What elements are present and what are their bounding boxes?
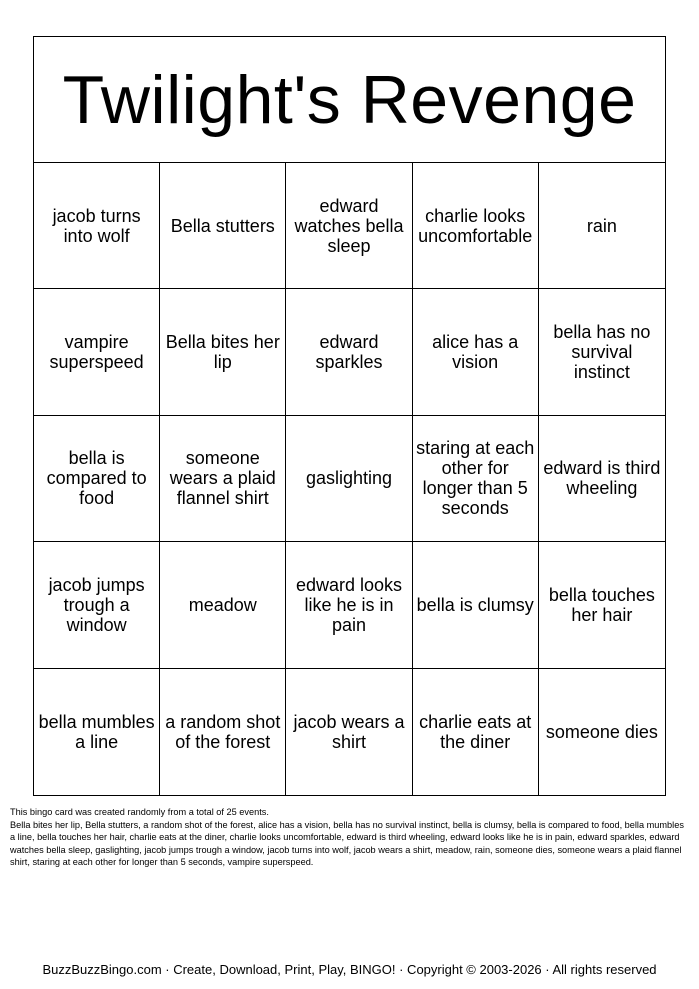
bingo-cell: bella touches her hair	[548, 584, 655, 625]
footer-copyright: BuzzBuzzBingo.com · Create, Download, Print, Play, BINGO! · Copyright © 2003-2026 · All rights reserved	[42, 962, 657, 977]
bingo-cell: alice has a vision	[413, 289, 539, 414]
bingo-row	[34, 669, 665, 795]
bingo-cell: someone wears a plaid flannel shirt	[160, 416, 286, 541]
bingo-cell: bella is compared to food	[34, 416, 160, 541]
bingo-cell: charlie eats at the diner	[413, 669, 539, 795]
bingo-cell: Bella bites her lip	[160, 289, 286, 414]
event-list-note	[10, 806, 690, 869]
bingo-cell: meadow	[160, 542, 286, 667]
bingo-cell: vampire superspeed	[34, 289, 160, 414]
bingo-cell: bella has no survival instinct	[553, 322, 651, 383]
bingo-cell: jacob turns into wolf	[34, 163, 160, 288]
bingo-cell: someone dies	[545, 721, 658, 742]
bingo-row	[34, 289, 665, 415]
bingo-cell: jacob wears a shirt	[286, 669, 412, 795]
bingo-card	[33, 36, 666, 796]
bingo-cell: staring at each other for longer than 5 seconds	[413, 416, 539, 541]
bingo-row	[34, 542, 665, 668]
bingo-cell: bella is clumsy	[413, 542, 539, 667]
note-events: Bella bites her lip, Bella stutters, a random shot of the forest, alice has a vision, bella has no survival instinct, bella is clumsy, bella is compared to food, bella mumbles a line, bella touches her hair, charlie eats at the diner, charlie looks uncomfortable, edward is third wheeling, edward looks like he is in pain, edward sparkles, edward watches bella sleep, gaslighting, jacob jumps trough a window, jacob turns into wolf, jacob wears a shirt, meadow, rain, someone dies, someone wears a plaid flannel shirt, staring at each other for longer than 5 seconds, vampire superspeed.	[10, 819, 684, 867]
bingo-row	[34, 416, 665, 542]
bingo-cell: edward looks like he is in pain	[286, 542, 412, 667]
bingo-cell: jacob jumps trough a window	[34, 542, 160, 667]
bingo-cell: charlie looks uncomfortable	[413, 163, 539, 288]
bingo-cell: Bella stutters	[160, 163, 286, 288]
bingo-cell: edward watches bella sleep	[286, 163, 412, 288]
bingo-cell: edward sparkles	[286, 289, 412, 414]
bingo-row	[34, 163, 665, 289]
note-intro: This bingo card was created randomly from a total of 25 events.	[10, 807, 269, 817]
bingo-cell: edward is third wheeling	[543, 458, 661, 499]
bingo-cell: a random shot of the forest	[160, 669, 286, 795]
bingo-cell: bella mumbles a line	[34, 669, 160, 795]
bingo-cell: rain	[586, 215, 617, 236]
card-title: Twilight's Revenge	[34, 37, 665, 163]
bingo-cell: gaslighting	[286, 416, 412, 541]
